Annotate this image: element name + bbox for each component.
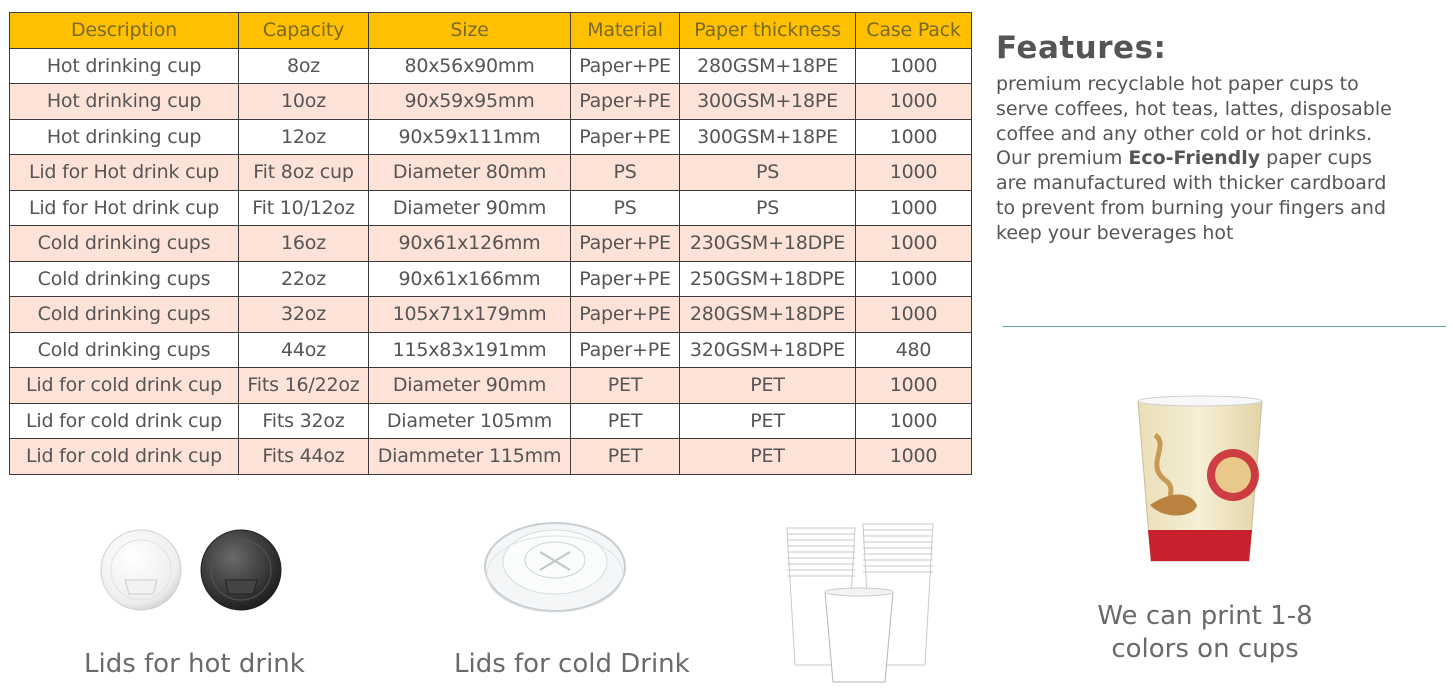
table-row: [10, 332, 972, 368]
cold-lids-caption: Lids for cold Drink: [454, 649, 690, 679]
cell-capacity: 16oz: [239, 226, 369, 262]
header-paper-thickness: Paper thickness: [680, 13, 856, 49]
cell-capacity: Fit 10/12oz: [239, 190, 369, 226]
cell-case-pack: 1000: [856, 190, 972, 226]
cell-paper-thickness: 230GSM+18DPE: [680, 226, 856, 262]
cell-size: Diammeter 115mm: [369, 439, 571, 475]
cell-material: PS: [571, 190, 680, 226]
table-row: [10, 84, 972, 120]
cell-paper-thickness: 300GSM+18PE: [680, 84, 856, 120]
cell-capacity: Fits 16/22oz: [239, 368, 369, 404]
cell-case-pack: 1000: [856, 48, 972, 84]
cell-paper-thickness: 320GSM+18DPE: [680, 332, 856, 368]
header-capacity: Capacity: [239, 13, 369, 49]
cell-description: Lid for Hot drink cup: [10, 190, 239, 226]
cell-description: Cold drinking cups: [10, 226, 239, 262]
cell-description: Cold drinking cups: [10, 297, 239, 333]
table-header-row: [10, 13, 972, 49]
cell-size: 90x59x95mm: [369, 84, 571, 120]
cell-size: Diameter 90mm: [369, 368, 571, 404]
cell-case-pack: 1000: [856, 297, 972, 333]
hot-lids-caption: Lids for hot drink: [84, 649, 305, 679]
cell-case-pack: 1000: [856, 439, 972, 475]
cell-paper-thickness: 300GSM+18PE: [680, 119, 856, 155]
cell-capacity: 32oz: [239, 297, 369, 333]
header-description: Description: [10, 13, 239, 49]
cell-size: 90x61x126mm: [369, 226, 571, 262]
cell-paper-thickness: 280GSM+18PE: [680, 48, 856, 84]
cell-material: Paper+PE: [571, 297, 680, 333]
features-description: [996, 72, 1406, 246]
header-case-pack: Case Pack: [856, 13, 972, 49]
print-colors-caption: We can print 1-8 colors on cups: [1097, 601, 1313, 664]
table-row: [10, 48, 972, 84]
cell-material: Paper+PE: [571, 48, 680, 84]
spec-table: [9, 12, 972, 475]
cell-paper-thickness: PS: [680, 155, 856, 191]
table-body: [10, 48, 972, 474]
cell-capacity: 22oz: [239, 261, 369, 297]
cell-size: 90x61x166mm: [369, 261, 571, 297]
cell-capacity: Fits 44oz: [239, 439, 369, 475]
features-title: Features:: [996, 30, 1167, 66]
cell-case-pack: 1000: [856, 368, 972, 404]
cell-material: PET: [571, 439, 680, 475]
cell-capacity: 8oz: [239, 48, 369, 84]
table-row: [10, 190, 972, 226]
table-row: [10, 119, 972, 155]
cold-lid-image: [480, 512, 630, 617]
hot-lids-image: [95, 522, 295, 617]
cell-material: PET: [571, 403, 680, 439]
cell-capacity: 44oz: [239, 332, 369, 368]
cell-material: Paper+PE: [571, 226, 680, 262]
cell-paper-thickness: PET: [680, 403, 856, 439]
cell-description: Lid for cold drink cup: [10, 368, 239, 404]
cell-description: Lid for cold drink cup: [10, 439, 239, 475]
table-row: [10, 261, 972, 297]
table-row: [10, 297, 972, 333]
cell-size: Diameter 90mm: [369, 190, 571, 226]
features-eco-friendly: Eco-Friendly: [1128, 147, 1261, 170]
cell-material: Paper+PE: [571, 261, 680, 297]
cell-capacity: 12oz: [239, 119, 369, 155]
cell-case-pack: 480: [856, 332, 972, 368]
cell-description: Hot drinking cup: [10, 84, 239, 120]
cell-capacity: Fit 8oz cup: [239, 155, 369, 191]
table-row: [10, 155, 972, 191]
cell-case-pack: 1000: [856, 84, 972, 120]
cell-size: 115x83x191mm: [369, 332, 571, 368]
cell-case-pack: 1000: [856, 226, 972, 262]
table-row: [10, 226, 972, 262]
features-text-part1: premium recyclable hot paper cups to serve coffees, hot teas, lattes, disposable coffee and any other cold or hot drinks. Our premium: [996, 73, 1392, 170]
cell-material: Paper+PE: [571, 332, 680, 368]
cell-material: Paper+PE: [571, 84, 680, 120]
table-row: [10, 403, 972, 439]
white-cups-image: [783, 520, 938, 685]
cell-case-pack: 1000: [856, 403, 972, 439]
cell-paper-thickness: PET: [680, 368, 856, 404]
cell-paper-thickness: 250GSM+18DPE: [680, 261, 856, 297]
features-text-part2: paper cups are manufactured with thicker cardboard to prevent from burning your fingers and keep your beverages hot: [996, 147, 1387, 244]
cell-description: Cold drinking cups: [10, 261, 239, 297]
cell-size: 90x59x111mm: [369, 119, 571, 155]
cell-capacity: Fits 32oz: [239, 403, 369, 439]
cell-size: Diameter 80mm: [369, 155, 571, 191]
cell-material: PS: [571, 155, 680, 191]
cell-paper-thickness: PS: [680, 190, 856, 226]
cell-paper-thickness: 280GSM+18DPE: [680, 297, 856, 333]
cell-description: Hot drinking cup: [10, 119, 239, 155]
cell-size: Diameter 105mm: [369, 403, 571, 439]
cell-description: Lid for cold drink cup: [10, 403, 239, 439]
cell-size: 80x56x90mm: [369, 48, 571, 84]
cell-description: Cold drinking cups: [10, 332, 239, 368]
header-size: Size: [369, 13, 571, 49]
cell-capacity: 10oz: [239, 84, 369, 120]
table-row: [10, 439, 972, 475]
cell-paper-thickness: PET: [680, 439, 856, 475]
cell-case-pack: 1000: [856, 119, 972, 155]
printed-cup-image: [1135, 395, 1265, 565]
header-material: Material: [571, 13, 680, 49]
table-row: [10, 368, 972, 404]
cell-case-pack: 1000: [856, 261, 972, 297]
cell-description: Lid for Hot drink cup: [10, 155, 239, 191]
cell-material: PET: [571, 368, 680, 404]
cell-material: Paper+PE: [571, 119, 680, 155]
cell-case-pack: 1000: [856, 155, 972, 191]
cell-size: 105x71x179mm: [369, 297, 571, 333]
features-divider: [1003, 326, 1446, 327]
cell-description: Hot drinking cup: [10, 48, 239, 84]
